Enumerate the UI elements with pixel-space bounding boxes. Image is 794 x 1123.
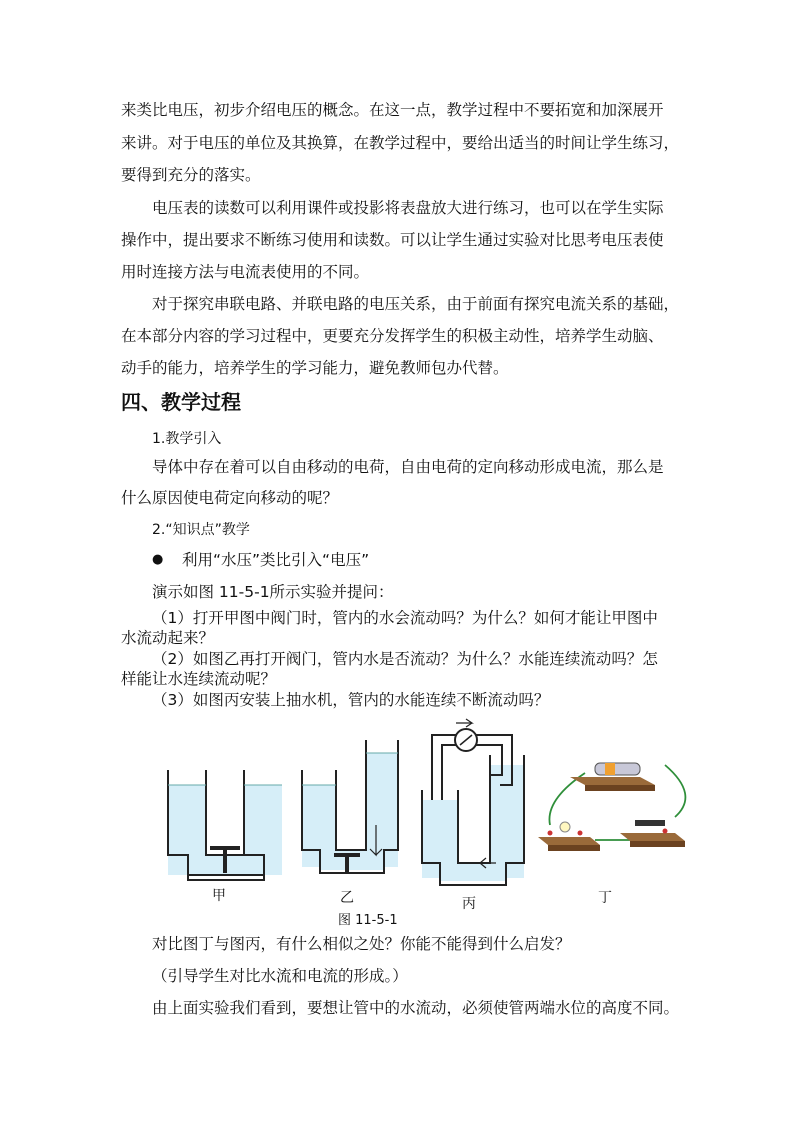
text-line: 导体中存在着可以自由移动的电荷，自由电荷的定向移动形成电流，那么是 bbox=[152, 458, 664, 476]
apparatus-a bbox=[168, 770, 282, 880]
question-line: （1）打开甲图中阀门时，管内的水会流动吗？为什么？如何才能让甲图中 bbox=[152, 609, 658, 627]
figure-caption: 图 11-5-1 bbox=[338, 913, 398, 928]
text-line: 什么原因使电荷定向移动的呢？ bbox=[121, 489, 339, 507]
section-heading: 四、教学过程 bbox=[121, 390, 241, 414]
bullet-icon: ● bbox=[152, 552, 164, 567]
question-line: （2）如图乙再打开阀门，管内水是否流动？为什么？水能连续流动吗？怎 bbox=[152, 650, 658, 668]
text-line: 电压表的读数可以利用课件或投影将表盘放大进行练习，也可以在学生实际 bbox=[152, 199, 664, 217]
question-line: （3）如图丙安装上抽水机，管内的水能连续不断流动吗？ bbox=[152, 691, 550, 709]
text-line: 动手的能力，培养学生的学习能力，避免教师包办代替。 bbox=[121, 359, 509, 377]
figure-label-b: 乙 bbox=[340, 890, 354, 906]
figure-label-a: 甲 bbox=[212, 888, 226, 904]
text-line: 用时连接方法与电流表使用的不同。 bbox=[121, 263, 370, 281]
figure-label-c: 丙 bbox=[462, 896, 476, 912]
text-line: 要得到充分的落实。 bbox=[121, 166, 261, 184]
question-line: 样能让水连续流动呢？ bbox=[121, 670, 277, 688]
text-line: 对于探究串联电路、并联电路的电压关系，由于前面有探究电流关系的基础， bbox=[152, 295, 680, 313]
text-line: 来类比电压，初步介绍电压的概念。在这一点，教学过程中不要拓宽和加深展开 bbox=[121, 101, 664, 119]
text-line: 对比图丁与图丙，有什么相似之处？你能不能得到什么启发？ bbox=[152, 935, 571, 953]
apparatus-d bbox=[538, 763, 685, 851]
figure-11-5-1 bbox=[160, 715, 700, 928]
item-title: 1.教学引入 bbox=[152, 431, 222, 447]
text-line: （引导学生对比水流和电流的形成。） bbox=[152, 967, 408, 985]
text-line: 由上面实验我们看到，要想让管中的水流动，必须使管两端水位的高度不同。 bbox=[152, 999, 680, 1017]
text-line: 操作中，提出要求不断练习使用和读数。可以让学生通过实验对比思考电压表使 bbox=[121, 231, 664, 249]
text-line: 在本部分内容的学习过程中，更要充分发挥学生的积极主动性，培养学生动脑、 bbox=[121, 327, 664, 345]
question-line: 水流动起来？ bbox=[121, 629, 215, 647]
text-line: 演示如图 11-5-1所示实验并提问： bbox=[152, 583, 394, 601]
figure-drawing bbox=[160, 715, 700, 920]
figure-label-d: 丁 bbox=[598, 890, 612, 906]
apparatus-b bbox=[302, 740, 398, 873]
bullet-text: 利用“水压”类比引入“电压” bbox=[182, 551, 370, 569]
item-title: 2.“知识点”教学 bbox=[152, 522, 250, 538]
text-line: 来讲。对于电压的单位及其换算，在教学过程中，要给出适当的时间让学生练习， bbox=[121, 134, 680, 152]
apparatus-c bbox=[422, 719, 524, 885]
